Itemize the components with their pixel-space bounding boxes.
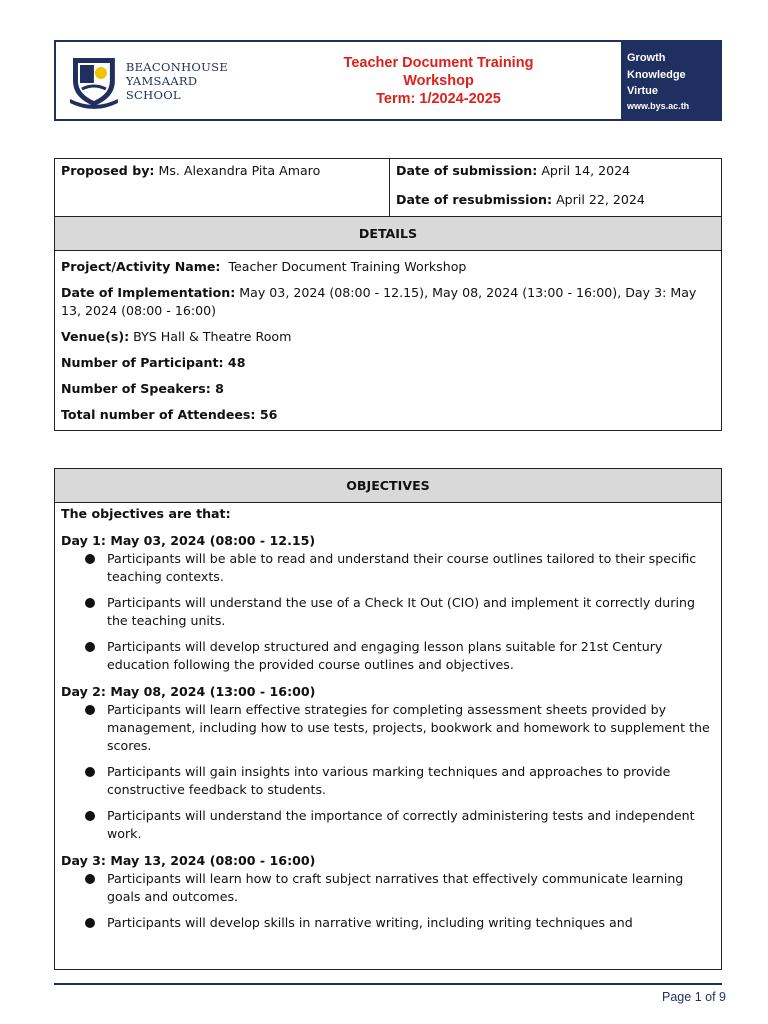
school-name-line2: YAMSAARD SCHOOL	[125, 73, 198, 102]
bullet-icon	[85, 554, 95, 564]
motto-panel	[621, 42, 720, 119]
attendee-count: Total number of Attendees: 56	[61, 407, 278, 422]
list-item: Participants will understand the use of a Check It Out (CIO) and implement it correctly during the teaching units.	[61, 594, 715, 630]
list-item: Participants will gain insights into various marking techniques and approaches to provide constructive feedback to students.	[61, 763, 715, 799]
list-item: Participants will be able to read and understand their course outlines tailored to their specific teaching contexts.	[61, 550, 715, 586]
implementation-date-label: Date of Implementation:	[61, 285, 236, 300]
day-1-list	[61, 550, 715, 674]
document-title	[256, 42, 621, 119]
website-link[interactable]: www.bys.ac.th	[627, 100, 690, 111]
page-number	[662, 990, 726, 1004]
project-name-value: Teacher Document Training Workshop	[228, 259, 467, 274]
document-header	[54, 40, 722, 121]
bullet-icon	[85, 811, 95, 821]
objectives-section	[55, 503, 722, 970]
objectives-heading: OBJECTIVES	[55, 469, 722, 503]
motto-virtue: Virtue	[627, 85, 658, 97]
proposed-by-value: Ms. Alexandra Pita Amaro	[158, 163, 321, 178]
footer-divider	[54, 983, 722, 985]
list-item: Participants will understand the importance of correctly administering tests and independent work.	[61, 807, 715, 843]
school-logo	[56, 42, 256, 119]
page-of: of	[705, 990, 716, 1004]
proposed-by-label: Proposed by:	[61, 163, 155, 178]
details-section	[55, 251, 722, 431]
bullet-icon	[85, 767, 95, 777]
list-item: Participants will learn how to craft subject narratives that effectively communicate learning goals and outcomes.	[61, 870, 715, 906]
bullet-icon	[85, 598, 95, 608]
page-word: Page	[662, 990, 692, 1004]
list-item: Participants will learn effective strategies for completing assessment sheets provided by management, including how to use tests, projects, bookwork and homework to supplement the scores.	[61, 701, 715, 755]
proposal-info-table	[54, 158, 722, 431]
submission-dates-cell	[390, 159, 722, 217]
resubmission-date-label: Date of resubmission:	[396, 192, 553, 207]
participant-count: Number of Participant: 48	[61, 355, 246, 370]
bullet-icon	[85, 705, 95, 715]
list-item: Participants will develop skills in narrative writing, including writing techniques and	[61, 914, 715, 932]
bullet-icon	[85, 642, 95, 652]
resubmission-date-value: April 22, 2024	[556, 192, 645, 207]
objectives-table	[54, 468, 722, 970]
page-total: 9	[719, 990, 726, 1004]
school-crest-icon	[68, 53, 120, 109]
proposed-by-cell	[55, 159, 390, 217]
project-name-label: Project/Activity Name:	[61, 259, 221, 274]
day-2-heading: Day 2: May 08, 2024 (13:00 - 16:00)	[61, 684, 316, 699]
venue-label: Venue(s):	[61, 329, 130, 344]
day-2-list	[61, 701, 715, 843]
title-line-2: Workshop	[403, 72, 474, 89]
motto-growth: Growth	[627, 52, 666, 64]
submission-date-value: April 14, 2024	[541, 163, 631, 178]
school-name-line1: BEACONHOUSE	[125, 59, 229, 74]
details-heading: DETAILS	[55, 217, 722, 251]
venue-value: BYS Hall & Theatre Room	[133, 329, 292, 344]
day-3-heading: Day 3: May 13, 2024 (08:00 - 16:00)	[61, 853, 316, 868]
list-item: Participants will develop structured and engaging lesson plans suitable for 21st Century education following the provided course outlines and objectives.	[61, 638, 715, 674]
day-3-list	[61, 870, 715, 932]
title-line-3: Term: 1/2024-2025	[376, 90, 501, 107]
bullet-icon	[85, 874, 95, 884]
day-1-heading: Day 1: May 03, 2024 (08:00 - 12.15)	[61, 533, 316, 548]
submission-date-label: Date of submission:	[396, 163, 538, 178]
title-line-1: Teacher Document Training	[343, 54, 534, 71]
speaker-count: Number of Speakers: 8	[61, 381, 224, 396]
objectives-intro: The objectives are that:	[61, 506, 231, 521]
motto-knowledge: Knowledge	[627, 68, 686, 81]
page-current: 1	[694, 990, 702, 1004]
bullet-icon	[85, 918, 95, 928]
implementation-date-value: May 03, 2024 (08:00 - 12.15), May 08, 2024 (13:00 - 16:00), Day 3: May 13, 2024 (08:00 - 16:00)	[61, 285, 697, 318]
